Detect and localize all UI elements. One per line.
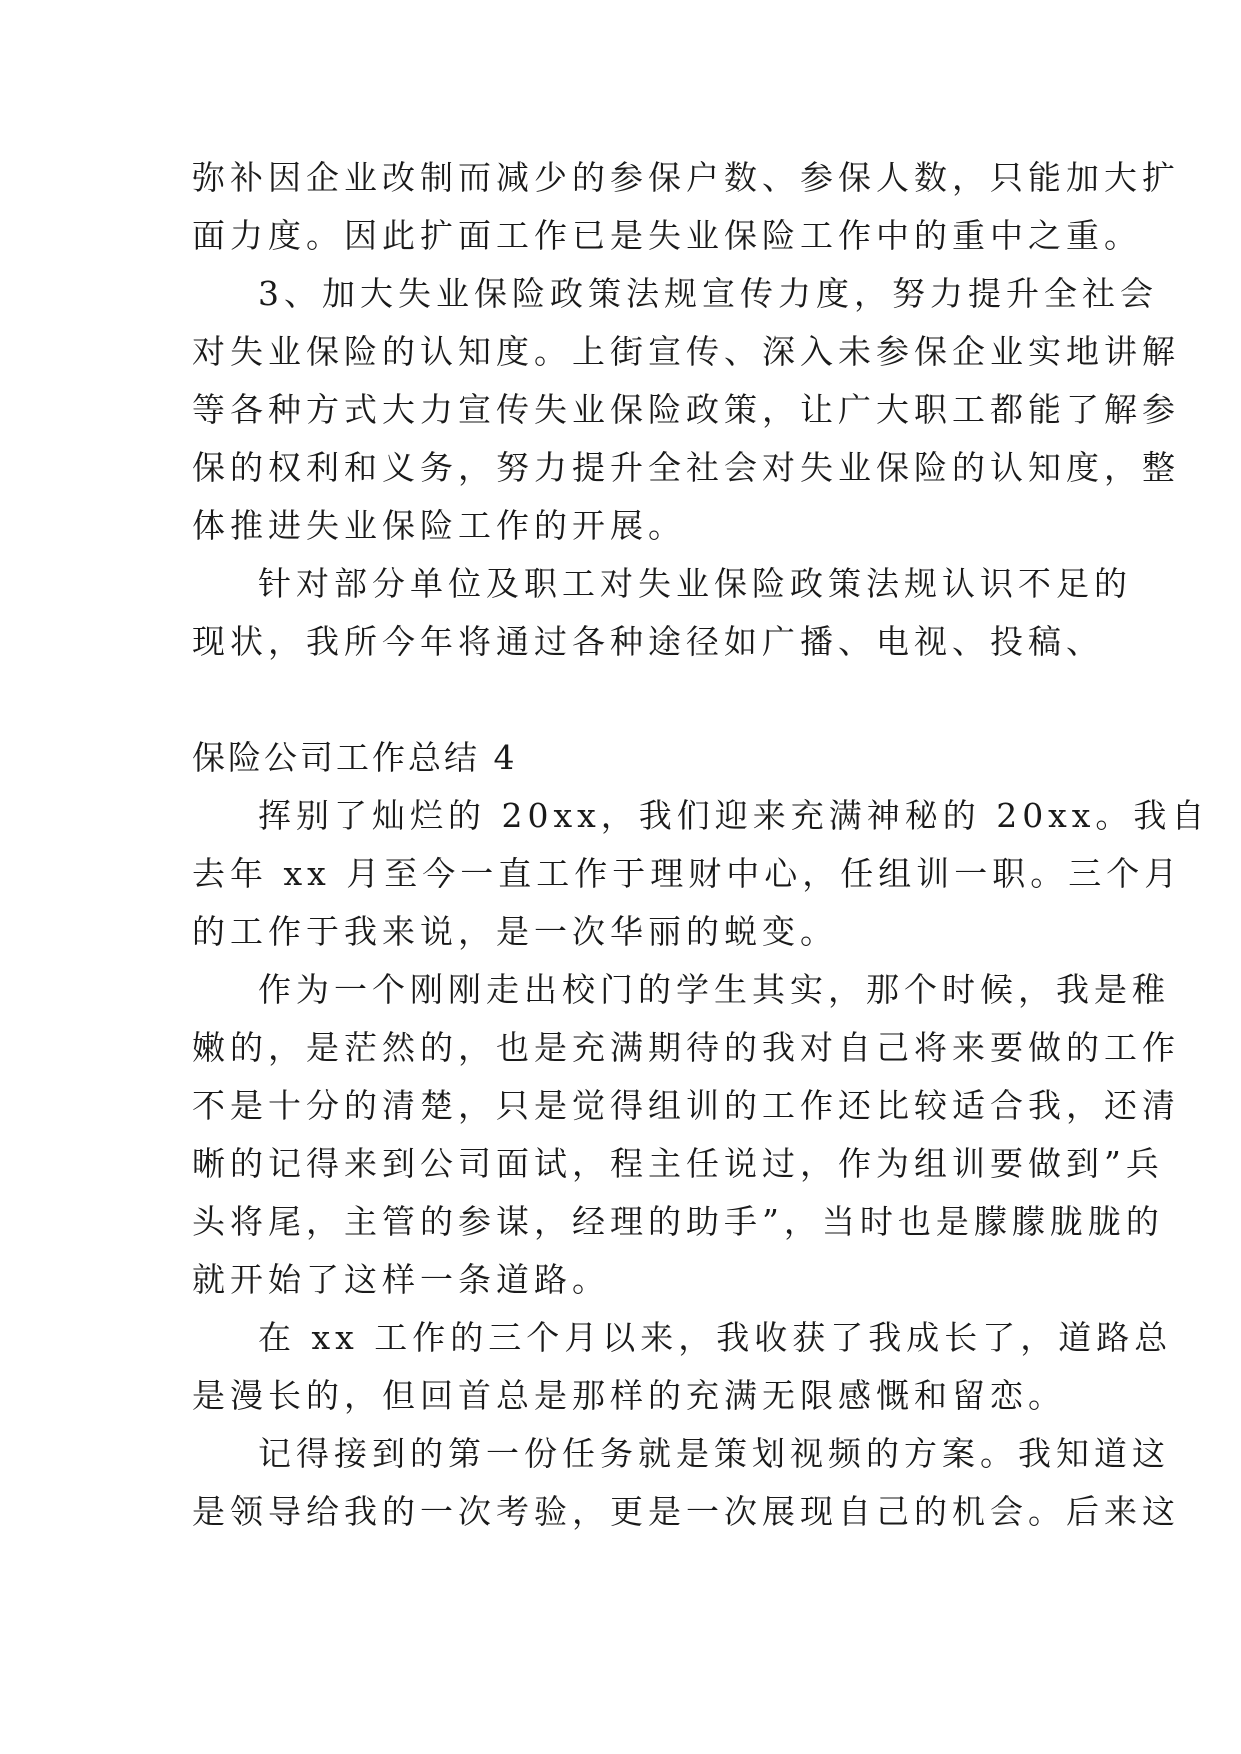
text-line: 是漫长的，但回首总是那样的充满无限感慨和留恋。 bbox=[192, 1376, 1066, 1415]
text-line: 针对部分单位及职工对失业保险政策法规认识不足的 bbox=[258, 564, 1132, 603]
text-line: 不是十分的清楚，只是觉得组训的工作还比较适合我，还清 bbox=[192, 1086, 1180, 1125]
text-line: 作为一个刚刚走出校门的学生其实，那个时候，我是稚 bbox=[258, 970, 1170, 1009]
text-line: 去年 xx 月至今一直工作于理财中心，任组训一职。三个月 bbox=[192, 854, 1183, 893]
text-line: 体推进失业保险工作的开展。 bbox=[192, 506, 686, 545]
text-line: 的工作于我来说，是一次华丽的蜕变。 bbox=[192, 912, 838, 951]
text-line: 面力度。因此扩面工作已是失业保险工作中的重中之重。 bbox=[192, 216, 1142, 255]
text-line: 等各种方式大力宣传失业保险政策，让广大职工都能了解参 bbox=[192, 390, 1180, 429]
text-line: 嫩的，是茫然的，也是充满期待的我对自己将来要做的工作 bbox=[192, 1028, 1180, 1067]
text-line: 弥补因企业改制而减少的参保户数、参保人数，只能加大扩 bbox=[192, 158, 1180, 197]
text-line: 对失业保险的认知度。上街宣传、深入未参保企业实地讲解 bbox=[192, 332, 1180, 371]
text-line: 晰的记得来到公司面试，程主任说过，作为组训要做到”兵 bbox=[192, 1144, 1164, 1183]
section-heading: 保险公司工作总结 4 bbox=[192, 738, 518, 777]
text-line: 现状，我所今年将通过各种途径如广播、电视、投稿、 bbox=[192, 622, 1104, 661]
text-line: 是领导给我的一次考验，更是一次展现自己的机会。后来这 bbox=[192, 1492, 1180, 1531]
text-line: 保的权利和义务，努力提升全社会对失业保险的认知度，整 bbox=[192, 448, 1180, 487]
text-line: 头将尾，主管的参谋，经理的助手”，当时也是朦朦胧胧的 bbox=[192, 1202, 1164, 1241]
text-line: 在 xx 工作的三个月以来，我收获了我成长了，道路总 bbox=[258, 1318, 1173, 1357]
text-line: 记得接到的第一份任务就是策划视频的方案。我知道这 bbox=[258, 1434, 1170, 1473]
text-line: 3、加大失业保险政策法规宣传力度，努力提升全社会 bbox=[258, 274, 1158, 313]
text-line: 就开始了这样一条道路。 bbox=[192, 1260, 610, 1299]
text-line: 挥别了灿烂的 20xx，我们迎来充满神秘的 20xx。我自 bbox=[258, 796, 1210, 835]
